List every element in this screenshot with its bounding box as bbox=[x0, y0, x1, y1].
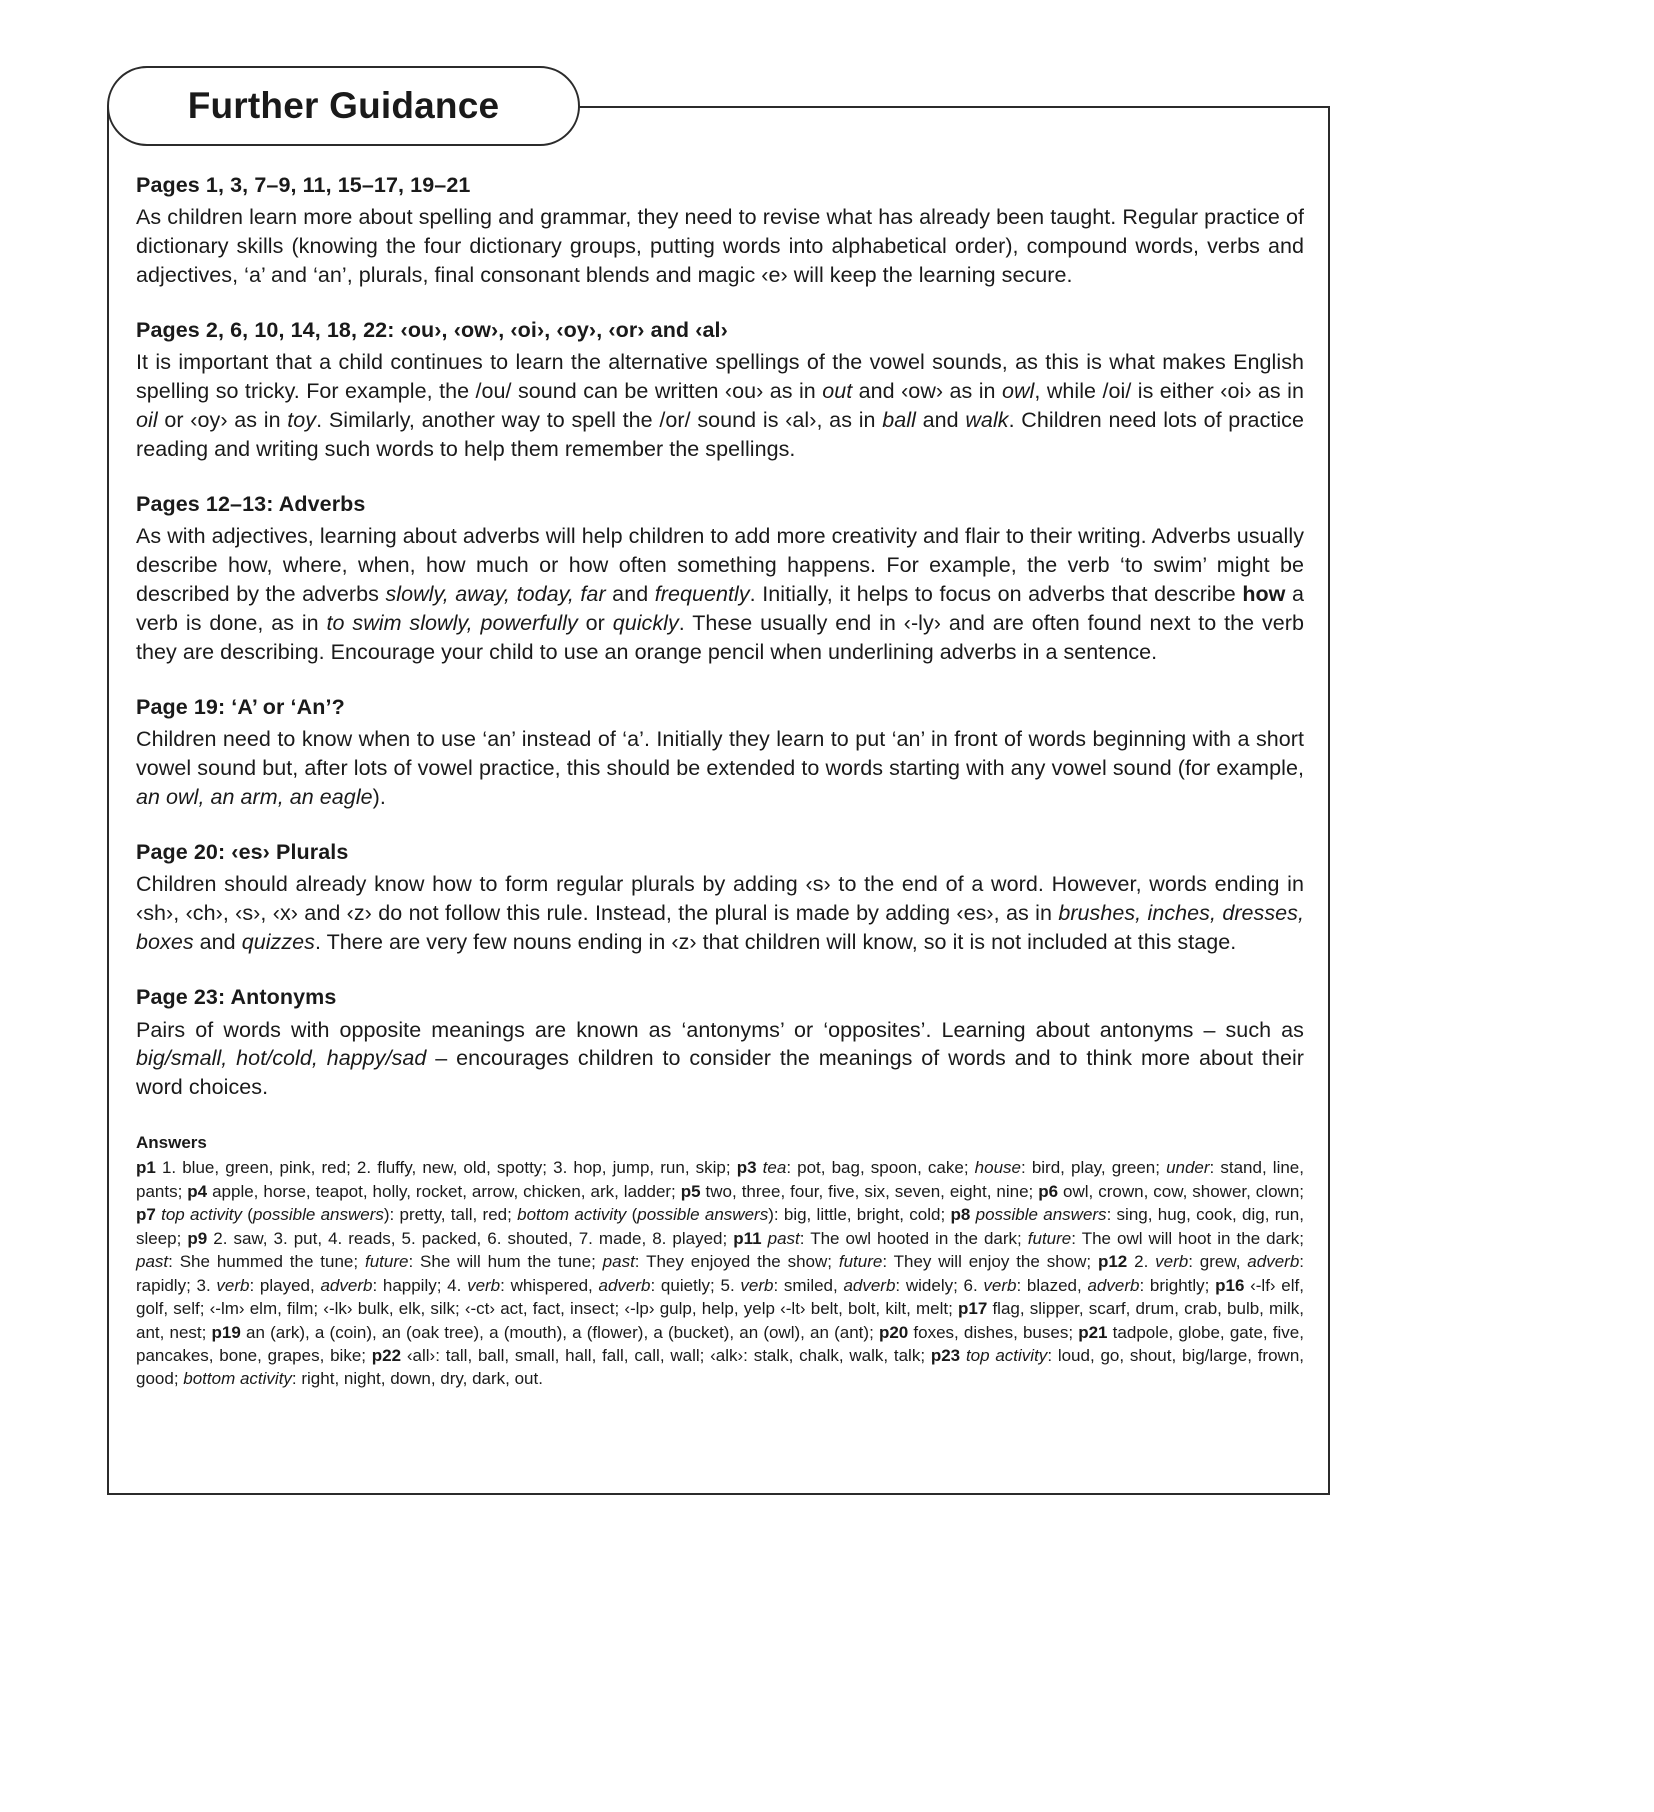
section-answers bbox=[136, 1132, 1304, 1391]
section-body: As children learn more about spelling and grammar, they need to revise what has already been taught. Regular practice of dictionary skills (knowing the four dictionary groups, putting words into alphabetical order), compound words, verbs and adjectives, ‘a’ and ‘an’, plurals, final consonant blends and magic ‹e› will keep the learning secure. bbox=[136, 205, 1304, 288]
section-page-a-or-an bbox=[136, 693, 1304, 812]
section-heading: Pages 2, 6, 10, 14, 18, 22: ‹ou›, ‹ow›, ‹oi›, ‹oy›, ‹or› and ‹al› bbox=[136, 318, 728, 343]
page-title: Further Guidance bbox=[187, 85, 500, 126]
section-body: It is important that a child continues to learn the alternative spellings of the vowel sounds, as this is what makes English spelling so tricky. For example, the /ou/ sound can be written ‹ou› as in out and ‹ow› as in owl, while /oi/ is either ‹oi› as in oil or ‹oy› as in toy. Similarly, another way to spell the /or/ sound is ‹al›, as in ball and walk. Children need lots of practice reading and writing such words to help them remember the spellings. bbox=[136, 350, 1304, 462]
section-heading: Page 19: ‘A’ or ‘An’? bbox=[136, 695, 345, 719]
panel-title-tab bbox=[107, 66, 580, 146]
section-body: As with adjectives, learning about adverbs will help children to add more creativity and flair to their writing. Adverbs usually describe how, where, when, how much or how often something happens. For example, the verb ‘to swim’ might be described by the adverbs slowly, away, today, far and frequently. Initially, it helps to focus on adverbs that describe how a verb is done, as in to swim slowly, powerfully or quickly. These usually end in ‹-ly› and are often found next to the verb they are describing. Encourage your child to use an orange pencil when underlining adverbs in a sentence. bbox=[136, 524, 1304, 665]
section-heading: Pages 1, 3, 7–9, 11, 15–17, 19–21 bbox=[136, 173, 471, 197]
section-pages-adverbs bbox=[136, 490, 1304, 667]
answers-body: p1 1. blue, green, pink, red; 2. fluffy, new, old, spotty; 3. hop, jump, run, skip; p3 tea: pot, bag, spoon, cake; house: bird, play, green; under: stand, line, pants; p4 apple, horse, teapot, holly, rocket, arrow, chicken, ark, ladder; p5 two, three, four, five, six, seven, eight, nine; p6 owl, crown, cow, shower, clown; p7 top activity (possible answers): pretty, tall, red; bottom activity (possible answers): big, little, bright, cold; p8 possible answers: sing, hug, cook, dig, run, sleep; p9 2. saw, 3. put, 4. reads, 5. packed, 6. shouted, 7. made, 8. played; p11 past: The owl hooted in the dark; future: The owl will hoot in the dark; past: She hummed the tune; future: She will hum the tune; past: They enjoyed the show; future: They will enjoy the show; p12 2. verb: grew, adverb: rapidly; 3. verb: played, adverb: happily; 4. verb: whispered, adverb: quietly; 5. verb: smiled, adverb: widely; 6. verb: blazed, adverb: brightly; p16 ‹-lf› elf, golf, self; ‹-lm› elm, film; ‹-lk› bulk, elk, silk; ‹-ct› act, fact, insect; ‹-lp› gulp, help, yelp ‹-lt› belt, bolt, kilt, melt; p17 flag, slipper, scarf, drum, crab, bulb, milk, ant, nest; p19 an (ark), a (coin), an (oak tree), a (mouth), a (flower), a (bucket), an (owl), an (ant); p20 foxes, dishes, buses; p21 tadpole, globe, gate, five, pancakes, bone, grapes, bike; p22 ‹all›: tall, ball, small, hall, fall, call, wall; ‹alk›: stalk, chalk, walk, talk; p23 top activity: loud, go, shout, big/large, frown, good; bottom activity: right, night, down, dry, dark, out. bbox=[136, 1158, 1305, 1389]
section-heading: Page 23: Antonyms bbox=[136, 985, 337, 1010]
section-pages-revision bbox=[136, 171, 1304, 290]
section-body: Children should already know how to form regular plurals by adding ‹s› to the end of a word. However, words ending in ‹sh›, ‹ch›, ‹s›, ‹x› and ‹z› do not follow this rule. Instead, the plural is made by adding ‹es›, as in brushes, inches, dresses, boxes and quizzes. There are very few nouns ending in ‹z› that children will know, so it is not included at this stage. bbox=[136, 872, 1304, 955]
section-heading: Page 20: ‹es› Plurals bbox=[136, 840, 349, 865]
section-page-es-plurals bbox=[136, 838, 1304, 957]
section-pages-vowel-alternatives bbox=[136, 316, 1304, 464]
answers-heading: Answers bbox=[136, 1133, 207, 1153]
section-page-antonyms bbox=[136, 983, 1304, 1102]
section-body: Children need to know when to use ‘an’ instead of ‘a’. Initially they learn to put ‘an’ in front of words beginning with a short vowel sound but, after lots of vowel practice, this should be extended to words starting with any vowel sound (for example, an owl, an arm, an eagle). bbox=[136, 727, 1304, 810]
section-heading: Pages 12–13: Adverbs bbox=[136, 492, 366, 517]
guidance-content bbox=[136, 171, 1304, 1391]
section-body: Pairs of words with opposite meanings are known as ‘antonyms’ or ‘opposites’. Learning about antonyms – such as big/small, hot/cold, happy/sad – encourages children to consider the meanings of words and to think more about their word choices. bbox=[136, 1017, 1304, 1100]
